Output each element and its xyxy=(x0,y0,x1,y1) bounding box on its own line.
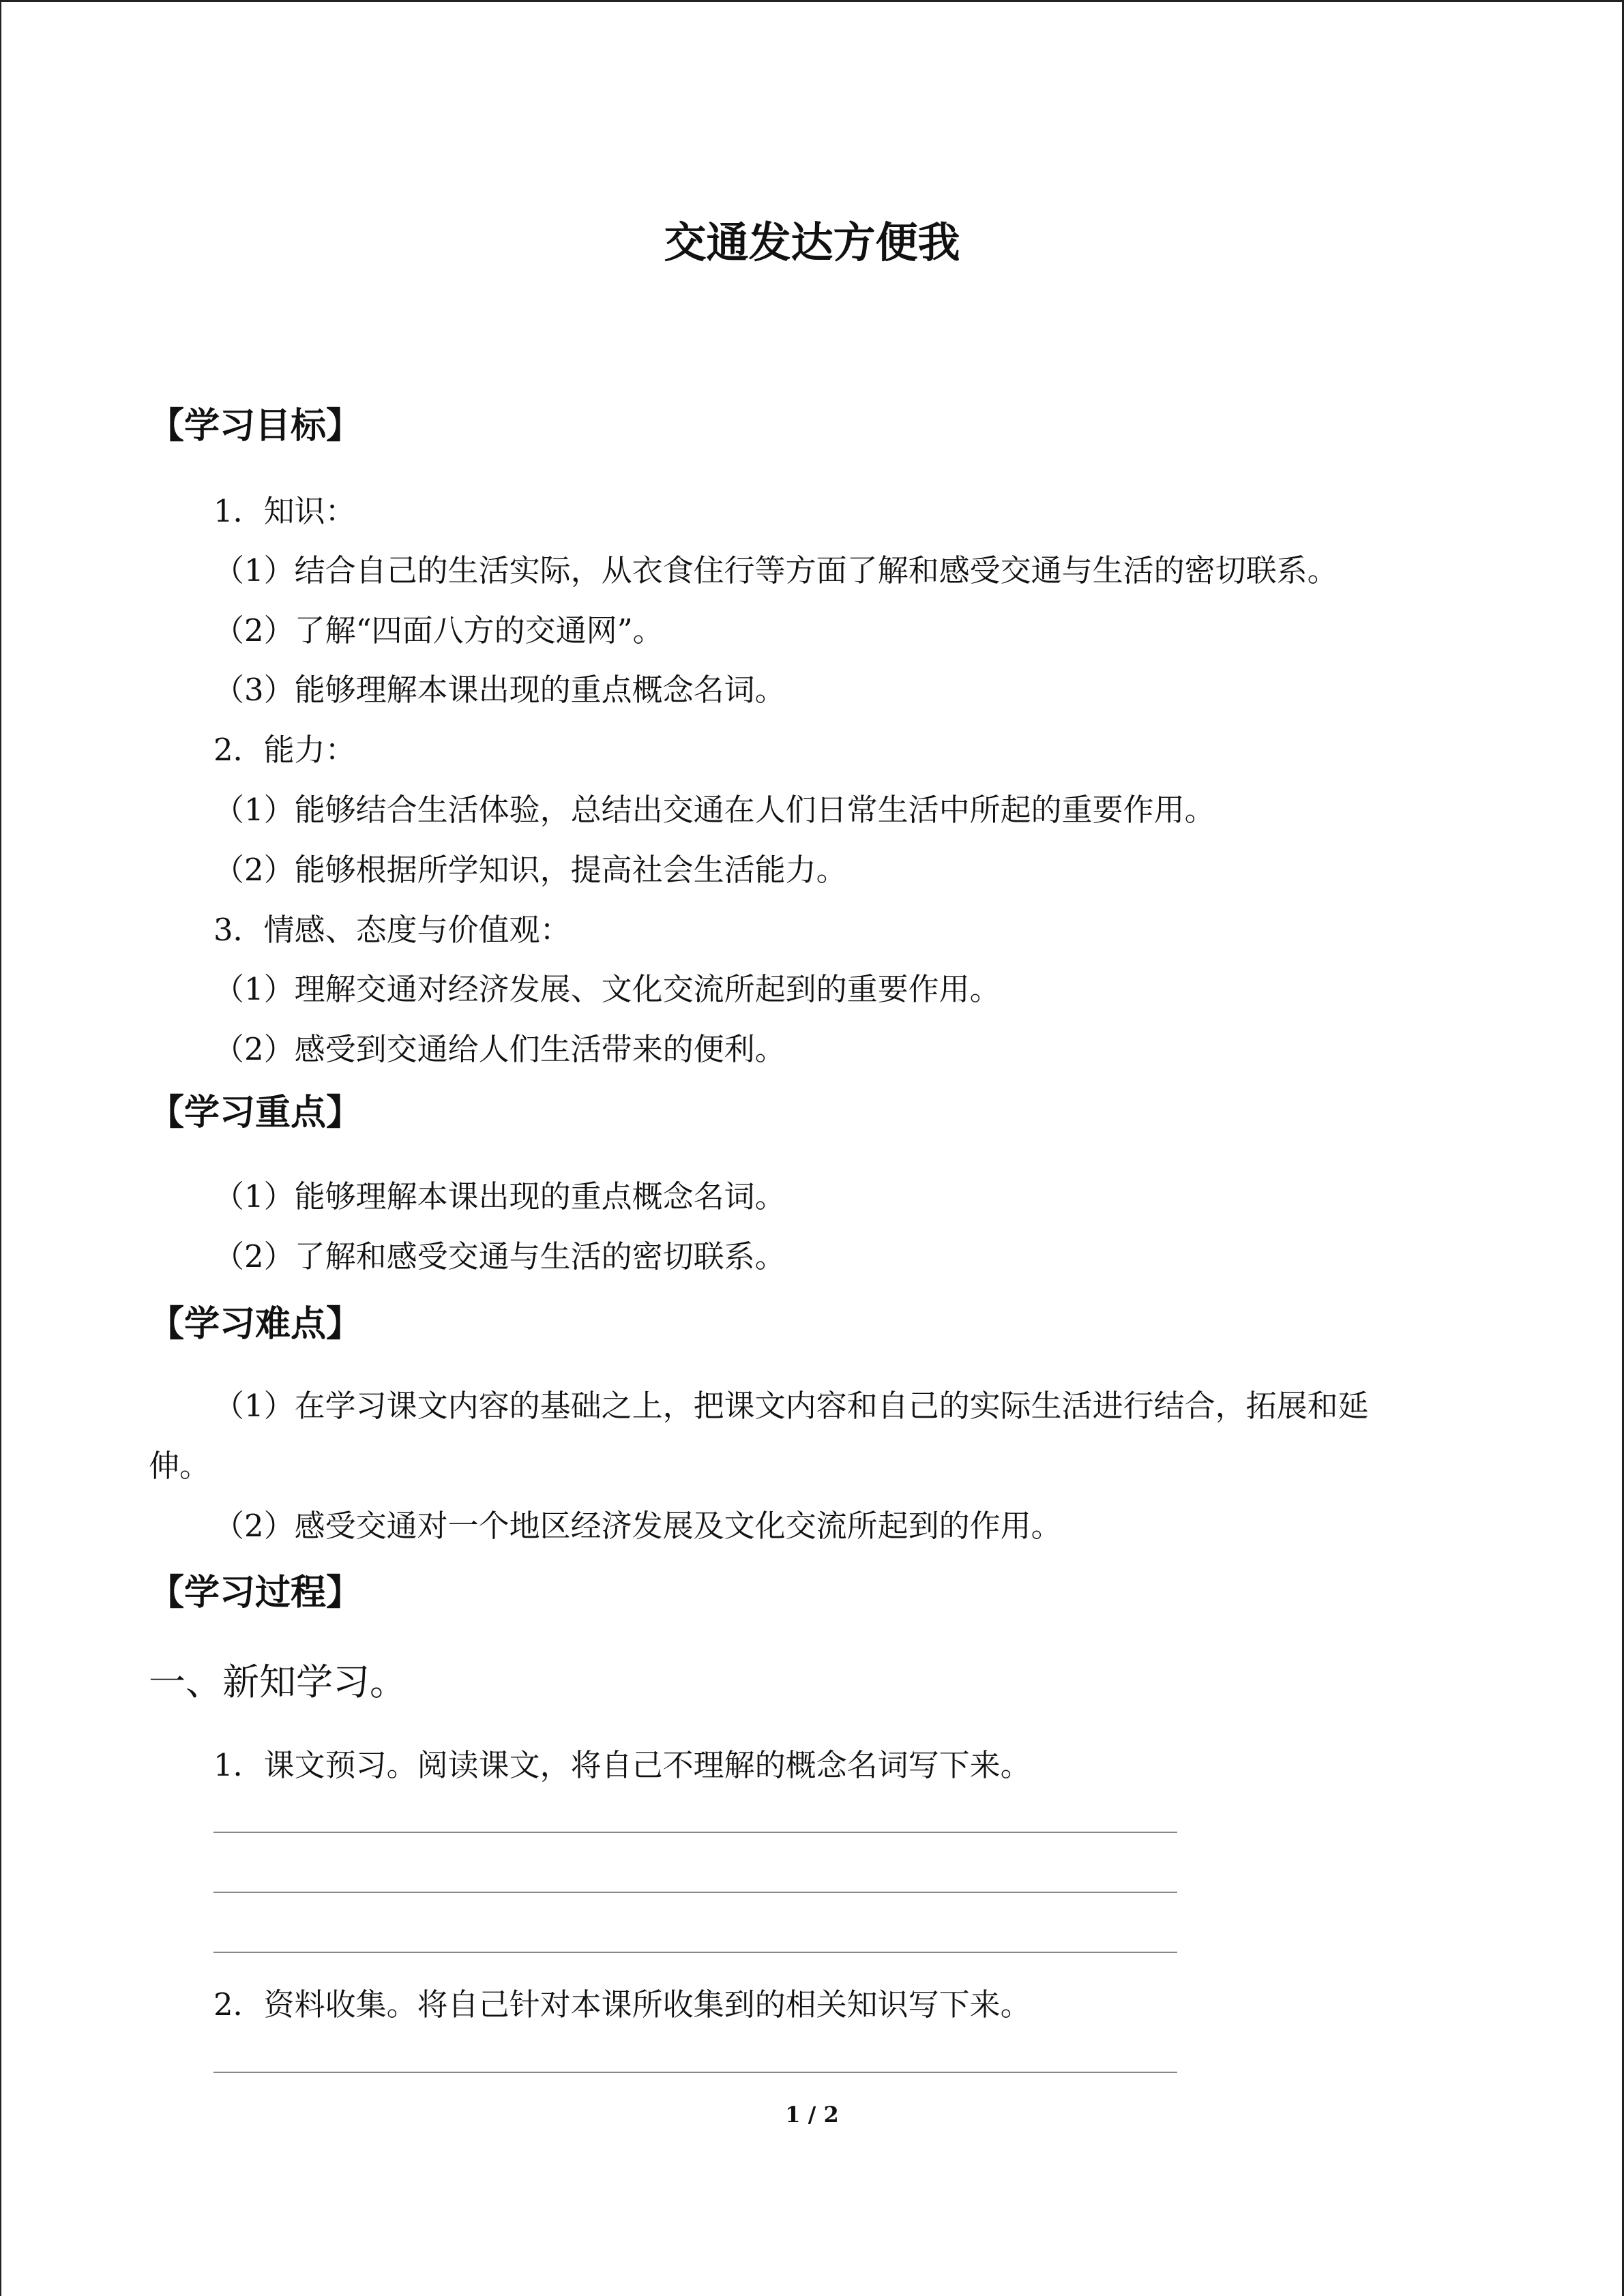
objective-emotion-item: （2）感受到交通给人们生活带来的便利。 xyxy=(213,1031,786,1067)
objective-emotion-item: （1）理解交通对经济发展、文化交流所起到的重要作用。 xyxy=(213,971,1001,1007)
difficulty-item: （2）感受交通对一个地区经济发展及文化交流所起到的作用。 xyxy=(213,1508,1062,1544)
page-title: 交通发达方便我 xyxy=(664,218,960,267)
answer-line xyxy=(213,1952,1177,1953)
difficulty-item-continued: 伸。 xyxy=(149,1448,211,1484)
page-border-left xyxy=(0,0,1,2296)
page-number: 1 / 2 xyxy=(785,2102,839,2128)
heading-objectives: 【学习目标】 xyxy=(149,406,362,447)
answer-line xyxy=(213,2072,1177,2073)
objective-knowledge-item: （2）了解“四面八方的交通网”。 xyxy=(213,612,664,648)
answer-line xyxy=(213,1892,1177,1893)
objective-knowledge-item: （3）能够理解本课出现的重点概念名词。 xyxy=(213,672,786,708)
key-point-item: （2）了解和感受交通与生活的密切联系。 xyxy=(213,1238,786,1274)
heading-key-points: 【学习重点】 xyxy=(149,1092,362,1133)
objective-ability-label: 2．能力： xyxy=(213,732,356,768)
section-new-knowledge: 一、新知学习。 xyxy=(149,1660,407,1703)
heading-process: 【学习过程】 xyxy=(149,1572,362,1613)
objective-emotion-label: 3．情感、态度与价值观： xyxy=(213,912,571,948)
objective-knowledge-label: 1．知识： xyxy=(213,493,356,529)
objective-ability-item: （2）能够根据所学知识，提高社会生活能力。 xyxy=(213,852,847,888)
objective-ability-item: （1）能够结合生活体验，总结出交通在人们日常生活中所起的重要作用。 xyxy=(213,792,1215,828)
key-point-item: （1）能够理解本课出现的重点概念名词。 xyxy=(213,1178,786,1214)
objective-knowledge-item: （1）结合自己的生活实际，从衣食住行等方面了解和感受交通与生活的密切联系。 xyxy=(213,552,1338,588)
answer-line xyxy=(213,1832,1177,1833)
task-preview: 1．课文预习。阅读课文，将自己不理解的概念名词写下来。 xyxy=(213,1747,1031,1783)
page-border-top xyxy=(0,0,1624,2)
difficulty-item: （1）在学习课文内容的基础之上，把课文内容和自己的实际生活进行结合，拓展和延 xyxy=(213,1388,1369,1424)
heading-difficulties: 【学习难点】 xyxy=(149,1304,362,1345)
task-collect: 2．资料收集。将自己针对本课所收集到的相关知识写下来。 xyxy=(213,1986,1031,2023)
